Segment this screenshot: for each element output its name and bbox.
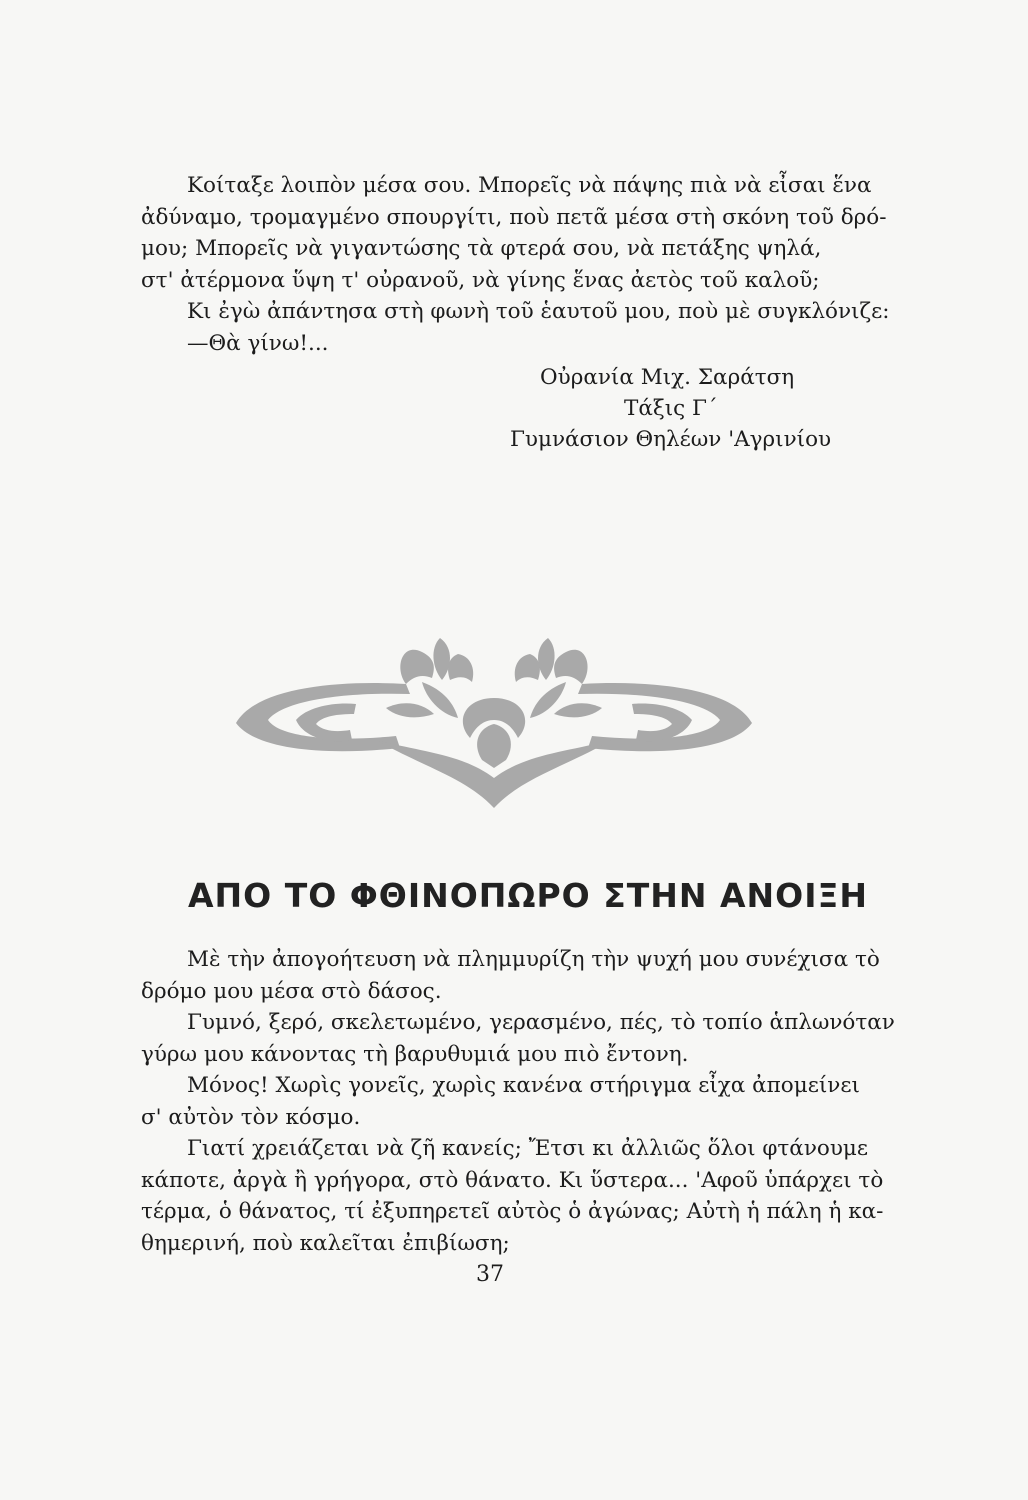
text-line: τέρμα, ὁ θάνατος, τί ἐξυπηρετεῖ αὐτὸς ὁ ἀγώνας; Αὐτὴ ἡ πάλη ἡ κα-: [141, 1199, 884, 1224]
body-paragraph: [141, 944, 880, 1007]
top-paragraph: [141, 170, 890, 359]
text-line: στ' ἀτέρμονα ὕψη τ' οὐρανοῦ, νὰ γίνης ἕνας ἀετὸς τοῦ καλοῦ;: [141, 267, 820, 293]
text-line: σ' αὐτὸν τὸν κόσμο.: [141, 1104, 361, 1130]
text-line: Γυμνό, ξερό, σκελετωμένο, γερασμένο, πές, τὸ τοπίο ἁπλωνόταν: [187, 1010, 895, 1035]
text-line: θημερινή, ποὺ καλεῖται ἐπιβίωση;: [141, 1230, 510, 1256]
body-paragraph: [141, 1070, 860, 1133]
text-line: Γιατί χρειάζεται νὰ ζῆ κανείς; Ἔτσι κι ἀλλιῶς ὅλοι φτάνουμε: [187, 1136, 869, 1161]
floral-ornament-icon: [226, 628, 762, 808]
text-line: ἀδύναμο, τρομαγμένο σπουργίτι, ποὺ πετᾶ μέσα στὴ σκόνη τοῦ δρό-: [141, 204, 887, 230]
text-line: Μόνος! Χωρὶς γονεῖς, χωρὶς κανένα στήριγμα εἶχα ἀπομείνει: [187, 1073, 860, 1098]
text-line: γύρω μου κάνοντας τὴ βαρυθυμιά μου πιὸ ἔντονη.: [141, 1041, 689, 1067]
text-line: δρόμο μου μέσα στὸ δάσος.: [141, 978, 442, 1004]
author-class: Τάξις Γ΄: [624, 396, 718, 421]
text-line: μου; Μπορεῖς νὰ γιγαντώσης τὰ φτερά σου, νὰ πετάξης ψηλά,: [141, 236, 822, 261]
section-title: ΑΠΟ ΤΟ ΦΘΙΝΟΠΩΡΟ ΣΤΗΝ ΑΝΟΙΞΗ: [188, 876, 868, 915]
author-school: Γυμνάσιον Θηλέων 'Αγρινίου: [510, 427, 832, 452]
top-text-block: [141, 170, 890, 359]
page-number: 37: [476, 1262, 504, 1287]
text-line: Κοίταξε λοιπὸν μέσα σου. Μπορεῖς νὰ πάψης πιὰ νὰ εἶσαι ἕνα: [187, 173, 872, 198]
text-line: Μὲ τὴν ἀπογοήτευση νὰ πλημμυρίζη τὴν ψυχή μου συνέχισα τὸ: [187, 947, 880, 972]
text-line: —Θὰ γίνω!...: [187, 330, 329, 356]
body-paragraph: [141, 1133, 884, 1259]
body-paragraph: [141, 1007, 895, 1070]
author-name: Οὐρανία Μιχ. Σαράτση: [540, 365, 795, 390]
body-text-block: [141, 944, 895, 1259]
text-line: Κι ἐγὼ ἀπάντησα στὴ φωνὴ τοῦ ἑαυτοῦ μου, ποὺ μὲ συγκλόνιζε:: [187, 299, 890, 324]
text-line: κάποτε, ἀργὰ ἢ γρήγορα, στὸ θάνατο. Κι ὕστερα... 'Αφοῦ ὑπάρχει τὸ: [141, 1167, 884, 1193]
